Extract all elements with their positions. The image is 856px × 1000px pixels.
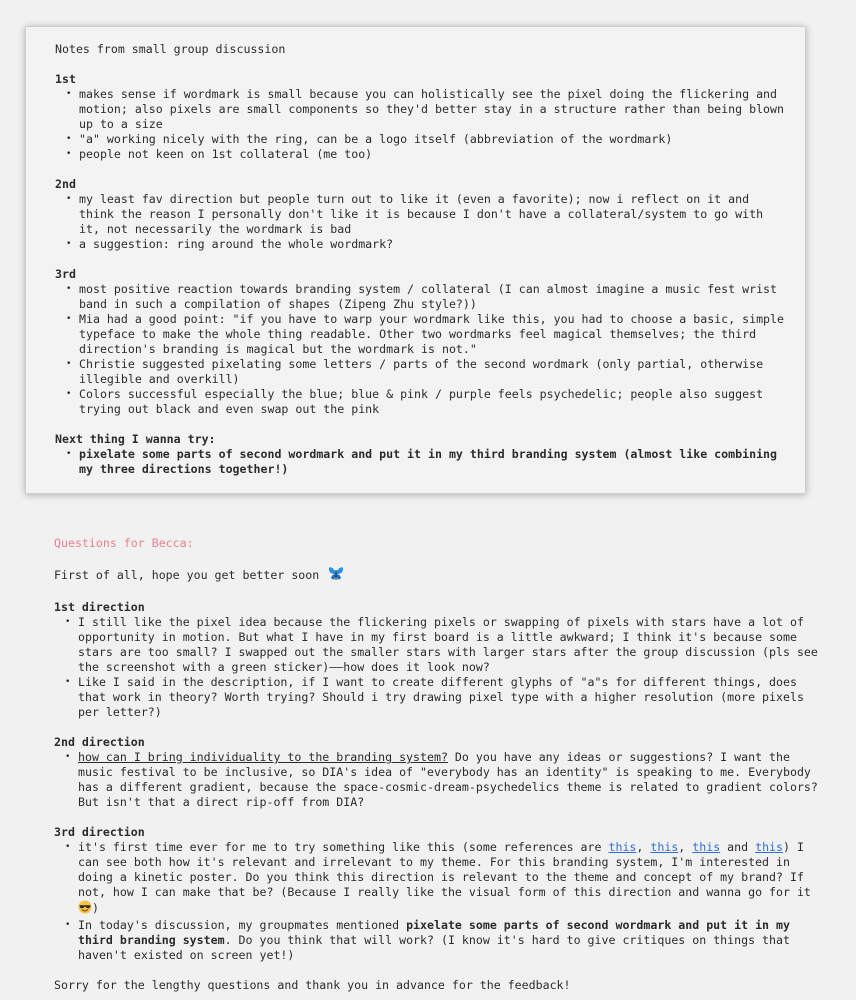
reference-link-1[interactable]: this	[608, 840, 637, 854]
question-section-3rd-direction	[54, 825, 824, 963]
list-item: • most positive reaction towards branding system / collateral (I can almost imagine a music fest wrist band in such a compilation of shapes (Zipeng Zhu style?))	[79, 282, 785, 312]
smiling-face-with-sunglasses-icon	[78, 900, 92, 918]
separator: and	[720, 840, 756, 854]
list-item-text: Do you have any ideas or suggestions? I want the music festival to be inclusive, so DIA's idea of "everybody has an identity" is speaking to me. Everybody has a different gradient, because the space-cosmic-dream-psychedelics theme is related to gradient colors? But isn't that a direct rip-off from DIA?	[78, 750, 818, 809]
list-item	[78, 750, 824, 810]
list-item: • "a" working nicely with the ring, can be a logo itself (abbreviation of the wordmark)	[79, 132, 785, 147]
notes-section-next	[55, 432, 785, 477]
bullet-list	[54, 840, 824, 963]
underlined-text: how can I bring individuality to the branding system?	[78, 750, 448, 764]
list-item	[79, 447, 785, 477]
notes-title: Notes from small group discussion	[55, 42, 286, 56]
list-item: • Colors successful especially the blue; blue & pink / purple feels psychedelic; people also suggest trying out black and even swap out the pink	[79, 387, 785, 417]
section-heading: Next thing I wanna try:	[55, 432, 216, 446]
separator: ,	[678, 840, 693, 854]
bullet-list	[55, 192, 785, 252]
list-item: • people not keen on 1st collateral (me too)	[79, 147, 785, 162]
reference-link-2[interactable]: this	[650, 840, 679, 854]
list-item: • Mia had a good point: "if you have to warp your wordmark like this, you had to choose a basic, simple typeface to make the whole thing readable. Other two wordmarks feel magical themselves; the third direction's branding is magical but the wordmark is not."	[79, 312, 785, 357]
section-heading: 1st direction	[54, 600, 145, 614]
list-item	[78, 840, 824, 918]
bullet-list	[55, 282, 785, 417]
notes-section-1st	[55, 72, 785, 162]
list-item-text: In today's discussion, my groupmates mentioned	[78, 918, 407, 932]
reference-link-3[interactable]: this	[692, 840, 721, 854]
questions-block	[54, 536, 824, 993]
section-heading: 3rd	[55, 267, 76, 281]
list-item: • Christie suggested pixelating some letters / parts of the second wordmark (only partial, otherwise illegible and overkill)	[79, 357, 785, 387]
list-item-text: it's first time ever for me to try something like this (some references are	[78, 840, 609, 854]
reference-link-4[interactable]: this	[755, 840, 784, 854]
notes-card	[25, 26, 806, 494]
question-section-2nd-direction	[54, 735, 824, 810]
question-section-1st-direction	[54, 600, 824, 720]
separator: ,	[636, 840, 651, 854]
notes-section-2nd	[55, 177, 785, 252]
bullet-list	[54, 750, 824, 810]
bullet-list	[55, 87, 785, 162]
greeting-text: First of all, hope you get better soon	[54, 568, 320, 582]
section-heading: 3rd direction	[54, 825, 145, 839]
list-item-text: . Do you think that will work? (I know it's hard to give critiques on things that haven't existed on screen yet!)	[78, 933, 790, 962]
bold-text: pixelate some parts of second wordmark and put it in my third branding system	[78, 918, 790, 947]
closing-text: Sorry for the lengthy questions and thank you in advance for the feedback!	[54, 978, 571, 992]
greeting	[54, 566, 824, 585]
list-item	[78, 918, 824, 963]
list-item-text: )	[92, 901, 99, 915]
butterfly-icon	[328, 566, 344, 585]
section-heading: 2nd	[55, 177, 76, 191]
list-item: • makes sense if wordmark is small because you can holistically see the pixel doing the flickering and motion; also pixels are small components so they'd better stay in a structure rather than being blown up to a size	[79, 87, 785, 132]
section-heading: 1st	[55, 72, 76, 86]
list-item: • my least fav direction but people turn out to like it (even a favorite); now i reflect on it and think the reason I personally don't like it is because I don't have a collateral/system to go with it, not necessarily the wordmark is bad	[79, 192, 785, 237]
list-item: • Like I said in the description, if I want to create different glyphs of "a"s for different things, does that work in theory? Worth trying? Should i try drawing pixel type with a higher resolution (more pixels per letter?)	[78, 675, 824, 720]
section-heading: 2nd direction	[54, 735, 145, 749]
list-item: • I still like the pixel idea because the flickering pixels or swapping of pixels with stars have a lot of opportunity in motion. But what I have in my first board is a little awkward; I think it's because some stars are too small? I swapped out the smaller stars with larger stars after the group discussion (pls see the screenshot with a green sticker)——how does it look now?	[78, 615, 824, 675]
questions-title: Questions for Becca:	[54, 536, 194, 550]
notes-section-3rd	[55, 267, 785, 417]
bullet-list	[55, 447, 785, 477]
bold-text: pixelate some parts of second wordmark and put it in my third branding system (almost like combining my three directions together!)	[79, 447, 778, 476]
list-item-text: ) I can see both how it's relevant and irrelevant to my theme. For this branding system, I'm interested in doing a kinetic poster. Do you think this direction is relevant to the theme and concept of my brand? If not, how I can make that be? (Because I really like the visual form of this direction and wanna go for it	[78, 840, 811, 899]
list-item: • a suggestion: ring around the whole wordmark?	[79, 237, 785, 252]
bullet-list	[54, 615, 824, 720]
